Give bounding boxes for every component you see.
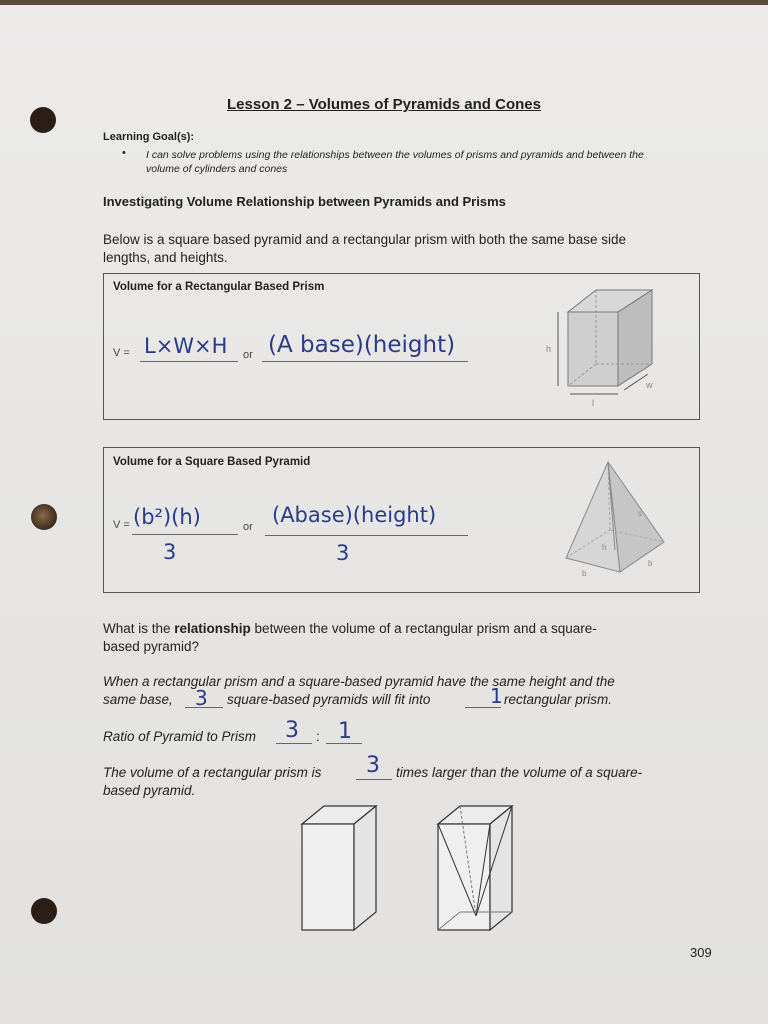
- ratio-value-2: 1: [338, 719, 352, 744]
- intro-line-1: Below is a square based pyramid and a rectangular prism with both the same base side: [103, 232, 627, 247]
- prism-with-pyramid-diagram: [432, 800, 522, 936]
- answer-line-1: When a rectangular prism and a square-based pyramid have the same height and the: [103, 674, 615, 689]
- fill-blank-1: 3: [195, 686, 208, 710]
- ratio-value-1: 3: [285, 718, 299, 743]
- pyramid-s-label: s: [638, 509, 642, 518]
- prism-answer2-line: [262, 361, 468, 362]
- goal-line-1: I can solve problems using the relationships between the volumes of prisms and pyramids and between the: [146, 149, 644, 161]
- prism-answer-2: (A base)(height): [268, 332, 456, 358]
- pyramid-b-label-1: b: [582, 569, 587, 578]
- pyramid-answer1-line: [132, 534, 238, 535]
- goal-bullet: •: [122, 147, 126, 159]
- prism-v-label: V =: [113, 347, 130, 359]
- pyramid-answer2-line: [265, 535, 468, 536]
- empty-prism-front: [302, 824, 354, 930]
- relationship-question-line-2: based pyramid?: [103, 639, 200, 654]
- investigation-heading: Investigating Volume Relationship between Pyramids and Prisms: [103, 194, 506, 209]
- ratio-colon: :: [316, 729, 320, 744]
- times-line-1-part-a: The volume of a rectangular prism is: [103, 765, 322, 780]
- times-line-2: based pyramid.: [103, 783, 196, 798]
- rectangular-prism-diagram: [540, 282, 680, 412]
- prism-answer1-line: [140, 361, 238, 362]
- prism-box-heading: Volume for a Rectangular Based Prism: [113, 281, 325, 293]
- prism-l-label: l: [592, 398, 594, 408]
- pyramid-answer-1-numerator: (b²)(h): [133, 505, 201, 529]
- pyramid-v-label: V =: [113, 519, 130, 531]
- page-top-edge: [0, 0, 768, 5]
- pyramid-answer-2-numerator: (Abase)(height): [272, 503, 437, 527]
- relationship-question-line-1: What is the relationship between the volume of a rectangular prism and a square-: [103, 621, 597, 636]
- ratio-label: Ratio of Pyramid to Prism: [103, 729, 257, 744]
- times-line-1-part-b: times larger than the volume of a square-: [396, 765, 643, 780]
- intro-line-2: lengths, and heights.: [103, 250, 228, 265]
- empty-prism-diagram: [296, 800, 386, 936]
- prism-or-label: or: [243, 349, 253, 361]
- prism-front-face: [568, 312, 618, 386]
- square-pyramid-diagram: [560, 458, 670, 583]
- page-number: 309: [690, 945, 712, 960]
- pyramid-or-label: or: [243, 521, 253, 533]
- pyramid-answer-2-denominator: 3: [336, 541, 350, 565]
- prism-h-label: h: [546, 344, 552, 354]
- pyramid-box-heading: Volume for a Square Based Pyramid: [113, 456, 311, 468]
- ratio-blank-1-line: [276, 743, 312, 744]
- empty-prism-side: [354, 806, 376, 930]
- page-title: Lesson 2 – Volumes of Pyramids and Cones: [227, 96, 541, 113]
- outer-prism-side: [490, 806, 512, 930]
- learning-goals-heading: Learning Goal(s):: [103, 131, 195, 143]
- times-blank-line: [356, 779, 392, 780]
- binder-hole-middle: [31, 504, 57, 530]
- pyramid-b-label-2: b: [648, 559, 653, 568]
- goal-line-2: volume of cylinders and cones: [146, 163, 288, 175]
- binder-hole-bottom: [31, 898, 57, 924]
- answer-line-2-part-a: same base,: [103, 692, 173, 707]
- pyramid-h-label: h: [602, 543, 607, 552]
- answer-line-2-part-c: rectangular prism.: [504, 692, 613, 707]
- fill-blank-2: 1: [490, 684, 503, 708]
- prism-w-label: w: [646, 380, 653, 390]
- prism-answer-1: L×W×H: [144, 334, 228, 358]
- pyramid-answer-1-denominator: 3: [163, 540, 177, 564]
- answer-line-2-part-b: square-based pyramids will fit into: [227, 692, 431, 707]
- times-fill: 3: [366, 753, 380, 778]
